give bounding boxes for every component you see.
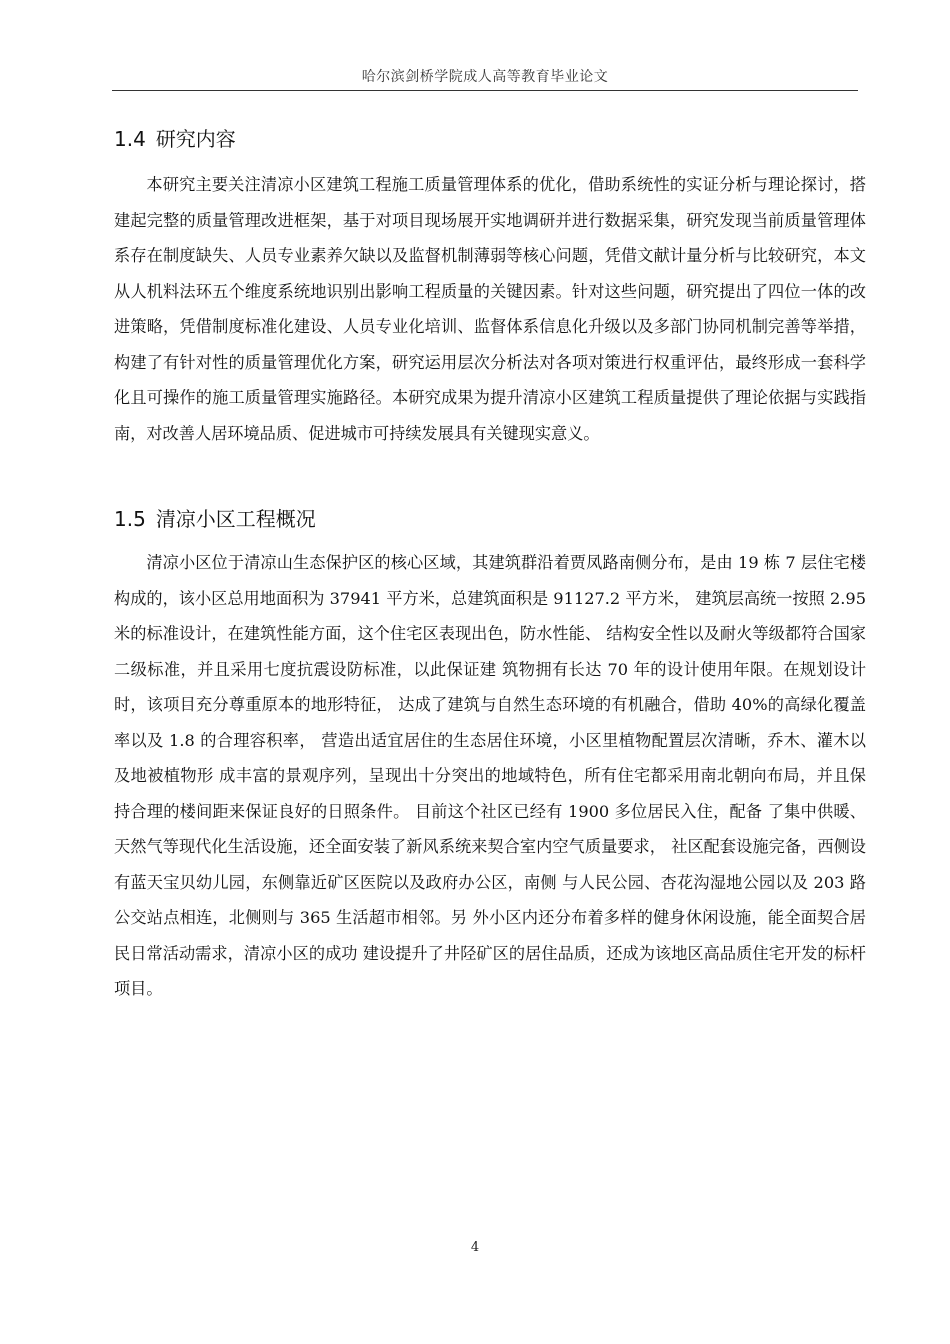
section-number: 1.5 [114,507,146,531]
section-title: 研究内容 [155,127,236,151]
section-paragraph: 清凉小区位于清凉山生态保护区的核心区域，其建筑群沿着贾凤路南侧分布，是由 19 栋 7 层住宅楼构成的，该小区总用地面积为 37941 平方米，总建筑面积是 91127.2 平方米， 建筑层高统一按照 2.95 米的标准设计，在建筑性能方面，这个住宅区表现出色，防水性能、 结构安全性以及耐火等级都符合国家二级标准，并且采用七度抗震设防标准，以此保证建 筑物拥有长达 70 年的设计使用年限。在规划设计时，该项目充分尊重原本的地形特征， 达成了建筑与自然生态环境的有机融合，借助 40%的高绿化覆盖率以及 1.8 的合理容积率， 营造出适宜居住的生态居住环境，小区里植物配置层次清晰，乔木、灌木以及地被植物形 成丰富的景观序列，呈现出十分突出的地域特色，所有住宅都采用南北朝向布局，并且保 持合理的楼间距来保证良好的日照条件。 目前这个社区已经有 1900 多位居民入住，配备 了集中供暖、天然气等现代化生活设施，还全面安装了新风系统来契合室内空气质量要求， 社区配套设施完备，西侧设有蓝天宝贝幼儿园，东侧靠近矿区医院以及政府办公区，南侧 与人民公园、杏花沟湿地公园以及 203 路公交站点相连，北侧则与 365 生活超市相邻。另 外小区内还分布着多样的健身休闲设施，能全面契合居民日常活动需求，清凉小区的成功 建设提升了井陉矿区的居住品质，还成为该地区高品质住宅开发的标杆项目。 [114,553,866,998]
section-heading [114,502,866,536]
page-number: 4 [470,1240,480,1255]
section-research-content [114,122,866,451]
header-divider [112,90,858,91]
section-heading [114,122,866,156]
section-title: 清凉小区工程概况 [155,507,316,531]
page-header: 哈尔滨剑桥学院成人高等教育毕业论文 [361,69,609,85]
section-project-overview [114,502,866,1007]
section-paragraph: 本研究主要关注清凉小区建筑工程施工质量管理体系的优化，借助系统性的实证分析与理论探讨，搭建起完整的质量管理改进框架，基于对项目现场展开实地调研并进行数据采集，研究发现当前质量管理体系存在制度缺失、人员专业素养欠缺以及监督机制薄弱等核心问题，凭借文献计量分析与比较研究，本文从人机料法环五个维度系统地识别出影响工程质量的关键因素。针对这些问题，研究提出了四位一体的改进策略，凭借制度标准化建设、人员专业化培训、监督体系信息化升级以及多部门协同机制完善等举措，构建了有针对性的质量管理优化方案，研究运用层次分析法对各项对策进行权重评估，最终形成一套科学化且可操作的施工质量管理实施路径。本研究成果为提升清凉小区建筑工程质量提供了理论依据与实践指南，对改善人居环境品质、促进城市可持续发展具有关键现实意义。 [114,175,866,443]
section-number: 1.4 [114,127,146,151]
